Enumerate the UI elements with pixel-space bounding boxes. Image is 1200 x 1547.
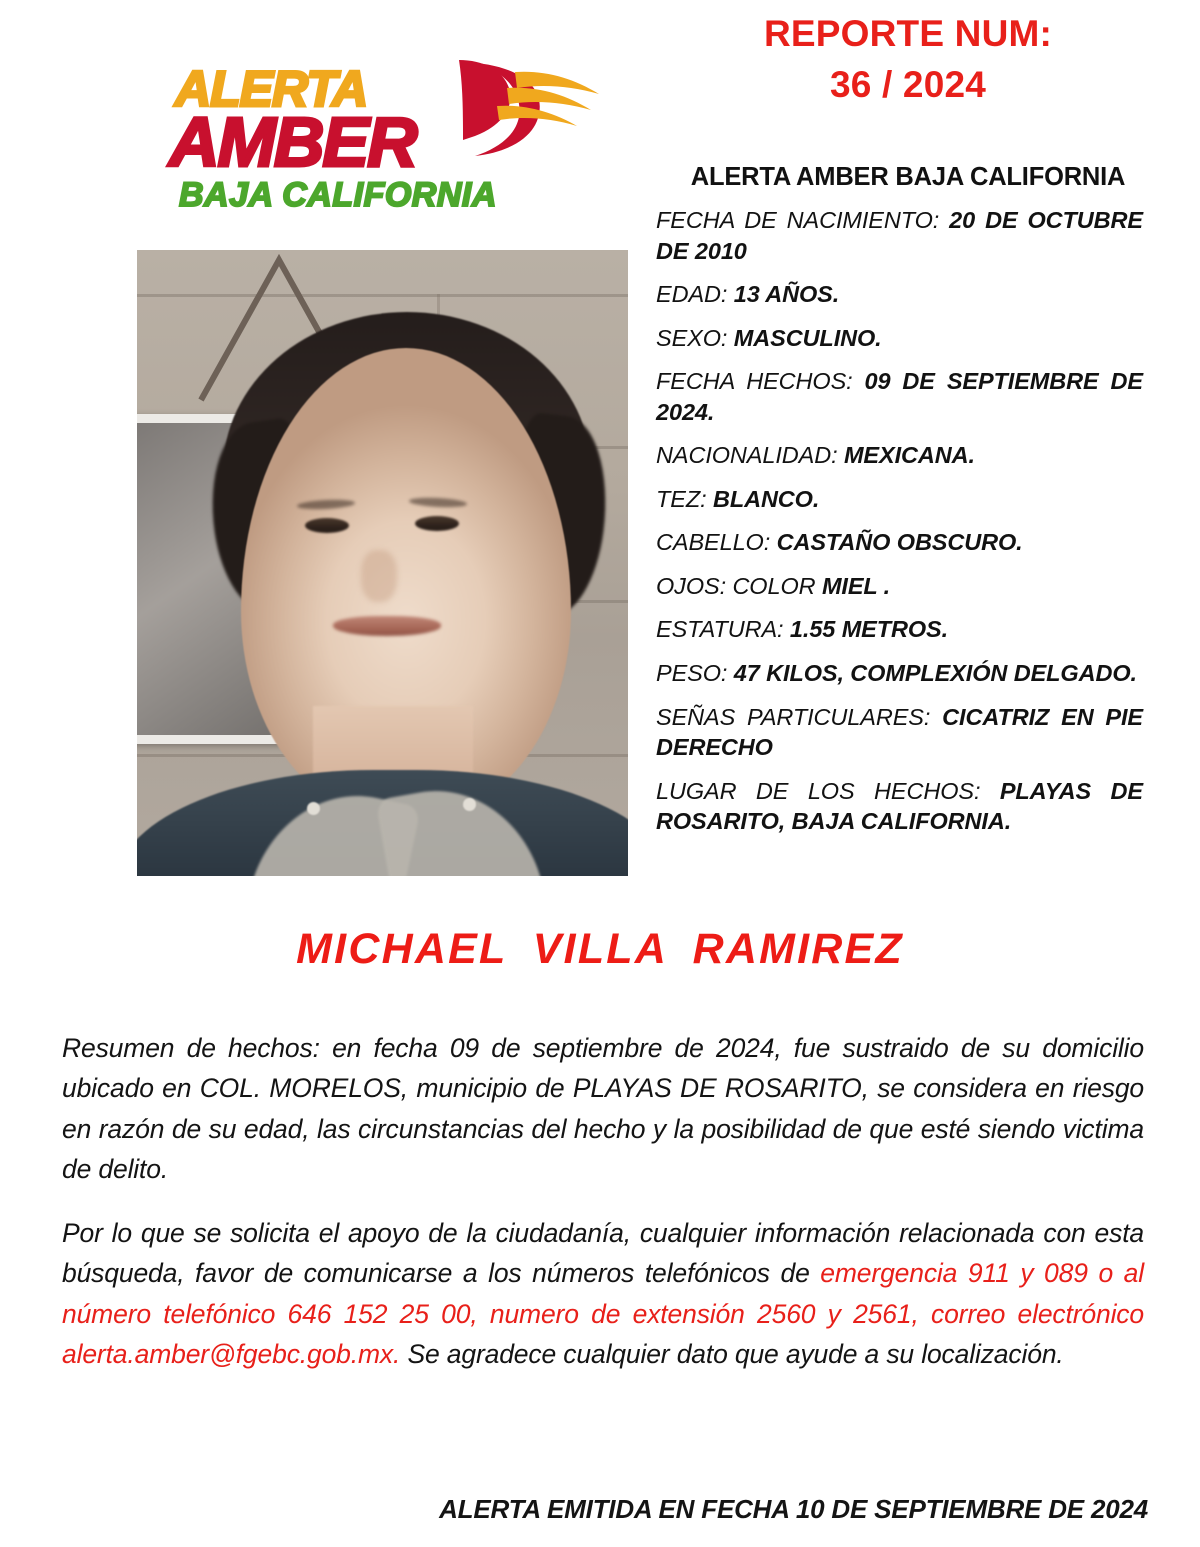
- detail-fecha-hechos: [656, 366, 1143, 427]
- detail-peso: [656, 658, 1143, 689]
- report-number-block: [628, 8, 1188, 110]
- detail-edad: [656, 279, 1143, 310]
- detail-label: FECHA DE NACIMIENTO:: [656, 207, 940, 233]
- detail-label: FECHA HECHOS:: [656, 368, 853, 395]
- detail-label: SEXO:: [656, 324, 728, 351]
- detail-value: CICATRIZ EN PIE DERECHO: [656, 703, 1143, 761]
- request-text-tail: Se agradece cualquier dato que ayude a su localización.: [400, 1338, 1064, 1369]
- request-text-lead: Por lo que se solicita el apoyo de la ciudadanía, cualquier información relacionada con esta búsqueda, favor de comunicarse a los números telefónicos de: [62, 1218, 1144, 1289]
- detail-label: SEÑAS PARTICULARES:: [656, 703, 931, 730]
- assistance-request-paragraph: [62, 1213, 1144, 1374]
- alert-issue-date: ALERTA EMITIDA EN FECHA 10 DE SEPTIEMBRE DE 2024: [439, 1494, 1148, 1524]
- victim-photo: [137, 250, 628, 876]
- document-body: [62, 1028, 1144, 1374]
- victim-name: MICHAEL VILLA RAMIREZ: [296, 925, 904, 973]
- detail-estatura: [656, 614, 1143, 645]
- victim-photo-content: [137, 250, 628, 876]
- detail-label: LUGAR DE LOS HECHOS:: [656, 777, 981, 804]
- detail-value: MASCULINO.: [727, 324, 882, 351]
- detail-label: NACIONALIDAD:: [656, 442, 838, 469]
- detail-value: 09 DE SEPTIEMBRE DE 2024.: [656, 368, 1143, 425]
- detail-cabello: [656, 527, 1143, 558]
- document-header: [0, 0, 1200, 232]
- alert-title: ALERTA AMBER BAJA CALIFORNIA: [690, 163, 1126, 191]
- detail-ojos: [656, 571, 1143, 602]
- detail-value: 1.55 METROS.: [783, 616, 949, 643]
- emergency-contact-text: emergencia 911 y 089 o al número telefónico 646 152 25 00, numero de extensión 2560 y 2561, correo electrónico alerta.amber@fgebc.gob.mx.: [62, 1258, 1144, 1369]
- detail-label: OJOS: COLOR: [656, 572, 816, 599]
- summary-paragraph: Resumen de hechos: en fecha 09 de septiembre de 2024, fue sustraido de su domicilio ubicado en COL. MORELOS, municipio de PLAYAS DE ROSARITO, se considera en riesgo en razón de su edad, las circunstancias del hecho y la posibilidad de que esté siendo victima de delito.: [62, 1033, 1144, 1184]
- detail-value: BLANCO.: [706, 485, 820, 512]
- report-number-label: REPORTE NUM:: [763, 13, 1053, 54]
- detail-nacionalidad: [656, 440, 1143, 471]
- detail-senas-particulares: [656, 702, 1143, 763]
- detail-label: EDAD:: [656, 281, 728, 308]
- detail-sexo: [656, 323, 1143, 354]
- logo-text-alerta: ALERTA: [175, 61, 368, 117]
- victim-details-list: [656, 205, 1143, 837]
- detail-label: PESO:: [656, 660, 728, 687]
- detail-tez: [656, 484, 1143, 515]
- detail-value: MIEL .: [815, 572, 891, 599]
- alerta-amber-logo: [163, 60, 615, 220]
- logo-text-amber: AMBER: [169, 103, 416, 181]
- logo-text-baja-california: BAJA CALIFORNIA: [179, 176, 497, 214]
- detail-fecha-de-nacimiento: [656, 205, 1143, 266]
- detail-value: 47 KILOS, COMPLEXIÓN DELGADO.: [727, 660, 1137, 687]
- detail-label: TEZ:: [656, 485, 707, 512]
- detail-lugar-de-los-hechos: [656, 776, 1143, 837]
- detail-value: 13 AÑOS.: [727, 281, 840, 308]
- detail-value: CASTAÑO OBSCURO.: [770, 529, 1023, 556]
- alerta-amber-logo-svg: [163, 60, 615, 220]
- detail-value: 20 DE OCTUBRE DE 2010: [656, 207, 1143, 264]
- detail-value: MEXICANA.: [837, 442, 975, 469]
- detail-label: CABELLO:: [656, 529, 771, 556]
- detail-label: ESTATURA:: [656, 616, 784, 643]
- report-number-value: 36 / 2024: [829, 64, 987, 106]
- detail-value: PLAYAS DE ROSARITO, BAJA CALIFORNIA.: [656, 777, 1143, 835]
